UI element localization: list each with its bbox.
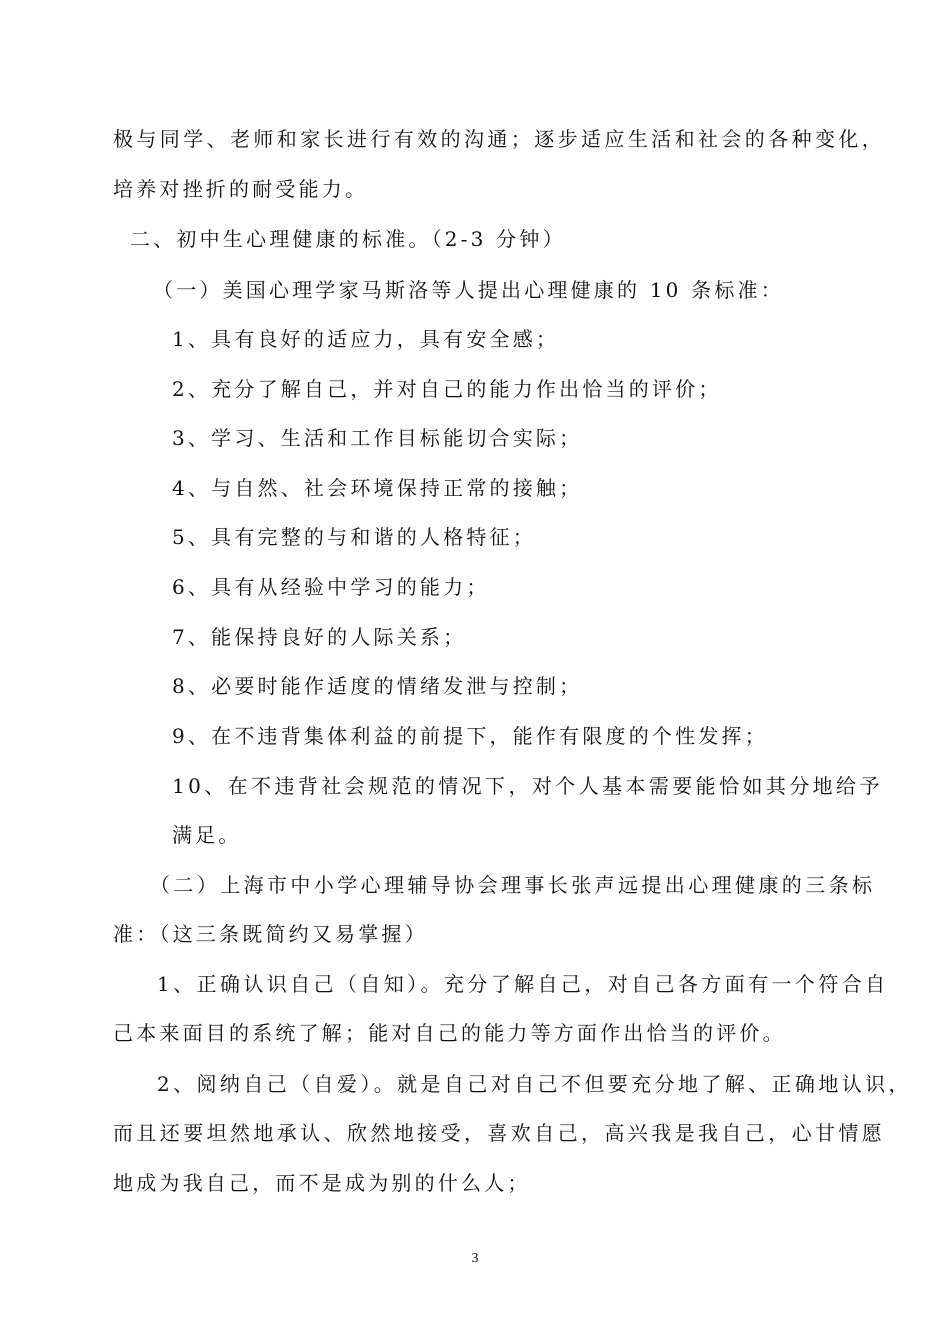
paragraph-line: 地成为我自己，而不是成为别的什么人； <box>113 1171 531 1195</box>
paragraph-line: 培养对挫折的耐受能力。 <box>113 177 369 201</box>
paragraph-line: 1、正确认识自己（自知）。充分了解自己，对自己各方面有一个符合自 <box>157 972 889 996</box>
subsection-heading-continuation: 准：（这三条既简约又易掌握） <box>113 922 428 946</box>
paragraph-line: 而且还要坦然地承认、欣然地接受，喜欢自己，高兴我是我自己，心甘情愿 <box>113 1121 886 1145</box>
section-heading: 二、初中生心理健康的标准。（2-3 分钟） <box>130 227 566 251</box>
list-item: 10、在不违背社会规范的情况下，对个人基本需要能恰如其分地给予 <box>172 774 883 798</box>
list-item: 6、具有从经验中学习的能力； <box>172 575 490 599</box>
list-item: 2、充分了解自己，并对自己的能力作出恰当的评价； <box>172 377 722 401</box>
subsection-heading: （二）上海市中小学心理辅导协会理事长张声远提出心理健康的三条标 <box>150 873 876 897</box>
list-item: 1、具有良好的适应力，具有安全感； <box>172 327 560 351</box>
page-number: 3 <box>471 1251 479 1266</box>
paragraph-line: 2、阅纳自己（自爱）。就是自己对自己不但要充分地了解、正确地认识， <box>157 1072 912 1096</box>
subsection-heading: （一）美国心理学家马斯洛等人提出心理健康的 10 条标准： <box>153 278 784 302</box>
list-item: 3、学习、生活和工作目标能切合实际； <box>172 426 583 450</box>
list-item-continuation: 满足。 <box>172 823 242 847</box>
list-item: 7、能保持良好的人际关系； <box>172 625 467 649</box>
list-item: 4、与自然、社会环境保持正常的接触； <box>172 476 583 500</box>
list-item: 5、具有完整的与和谐的人格特征； <box>172 525 536 549</box>
list-item: 8、必要时能作适度的情绪发泄与控制； <box>172 674 583 698</box>
paragraph-line: 己本来面目的系统了解；能对自己的能力等方面作出恰当的评价。 <box>113 1021 786 1045</box>
list-item: 9、在不违背集体利益的前提下，能作有限度的个性发挥； <box>172 724 768 748</box>
paragraph-line: 极与同学、老师和家长进行有效的沟通；逐步适应生活和社会的各种变化， <box>113 127 886 151</box>
